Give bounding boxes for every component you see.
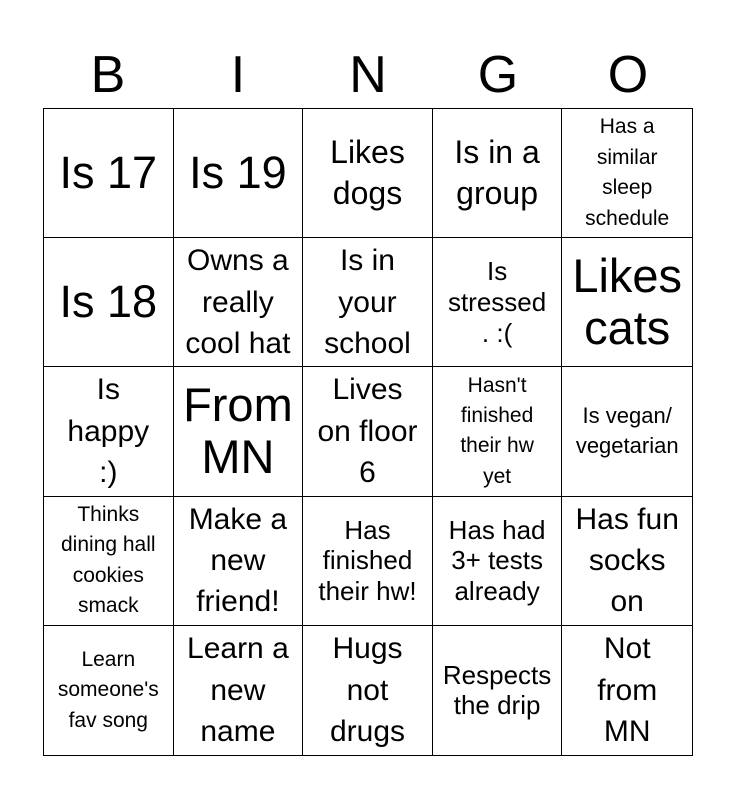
bingo-cell-label: Is happy :): [67, 373, 150, 490]
bingo-cell-label: Owns a really cool hat: [185, 244, 291, 360]
bingo-cell-label: Respects the drip: [442, 659, 552, 721]
bingo-cell-i3[interactable]: [174, 367, 304, 496]
bingo-cell-n3[interactable]: [303, 367, 433, 496]
bingo-cell-label: Not from MN: [597, 632, 658, 749]
bingo-cell-label: Is vegan/ vegetarian: [575, 403, 679, 459]
bingo-cell-i4[interactable]: [174, 497, 304, 626]
bingo-cell-label: Has fun socks on: [575, 502, 679, 619]
header-letter-n: N: [349, 46, 387, 104]
bingo-cell-i2[interactable]: [174, 238, 304, 367]
bingo-header: [43, 42, 693, 108]
bingo-cell-label: Has finished their hw!: [318, 514, 417, 607]
bingo-cell-label: Is 17: [59, 147, 158, 199]
bingo-cell-g5[interactable]: [433, 626, 563, 755]
bingo-cell-label: Learn a new name: [187, 632, 289, 749]
bingo-cell-label: Likes cats: [572, 248, 683, 355]
bingo-cell-b4[interactable]: [44, 497, 174, 626]
bingo-cell-b5[interactable]: [44, 626, 174, 755]
header-letter-o: O: [607, 46, 649, 104]
bingo-cell-g3[interactable]: [433, 367, 563, 496]
bingo-cell-o5[interactable]: [562, 626, 692, 755]
bingo-cell-n4[interactable]: [303, 497, 433, 626]
bingo-cell-label: Has a similar sleep schedule: [585, 115, 670, 230]
bingo-cell-n2[interactable]: [303, 238, 433, 367]
bingo-cell-label: Hasn't finished their hw yet: [460, 373, 534, 488]
header-letter-i: I: [230, 46, 246, 104]
bingo-cell-label: Is in your school: [324, 244, 411, 360]
bingo-cell-label: Is in a group: [454, 133, 540, 212]
bingo-cell-g1[interactable]: [433, 109, 563, 238]
bingo-cell-b1[interactable]: [44, 109, 174, 238]
bingo-cell-i5[interactable]: [174, 626, 304, 755]
bingo-cell-i1[interactable]: [174, 109, 304, 238]
bingo-cell-label: Has had 3+ tests already: [448, 514, 546, 607]
bingo-cell-o4[interactable]: [562, 497, 692, 626]
bingo-cell-label: Make a new friend!: [188, 502, 288, 619]
bingo-cell-o2[interactable]: [562, 238, 692, 367]
bingo-cell-n1[interactable]: [303, 109, 433, 238]
bingo-cell-b2[interactable]: [44, 238, 174, 367]
bingo-cell-g2[interactable]: [433, 238, 563, 367]
bingo-cell-label: Hugs not drugs: [329, 632, 406, 749]
header-letter-g: G: [477, 46, 519, 104]
bingo-cell-o3[interactable]: [562, 367, 692, 496]
bingo-cell-o1[interactable]: [562, 109, 692, 238]
bingo-cell-label: Lives on floor 6: [317, 373, 418, 490]
bingo-cell-label: Is 19: [189, 147, 287, 199]
bingo-cell-label: From MN: [183, 377, 293, 484]
bingo-cell-b3[interactable]: [44, 367, 174, 496]
bingo-cell-label: Likes dogs: [330, 133, 405, 212]
bingo-cell-g4[interactable]: [433, 497, 563, 626]
bingo-cell-label: Is stressed . :(: [447, 256, 547, 348]
bingo-cell-label: Thinks dining hall cookies smack: [61, 502, 156, 618]
bingo-cell-label: Is 18: [59, 276, 158, 328]
bingo-board: [43, 108, 693, 756]
header-letter-b: B: [90, 46, 126, 104]
bingo-cell-n5[interactable]: [303, 626, 433, 755]
bingo-cell-label: Learn someone's fav song: [57, 647, 159, 732]
